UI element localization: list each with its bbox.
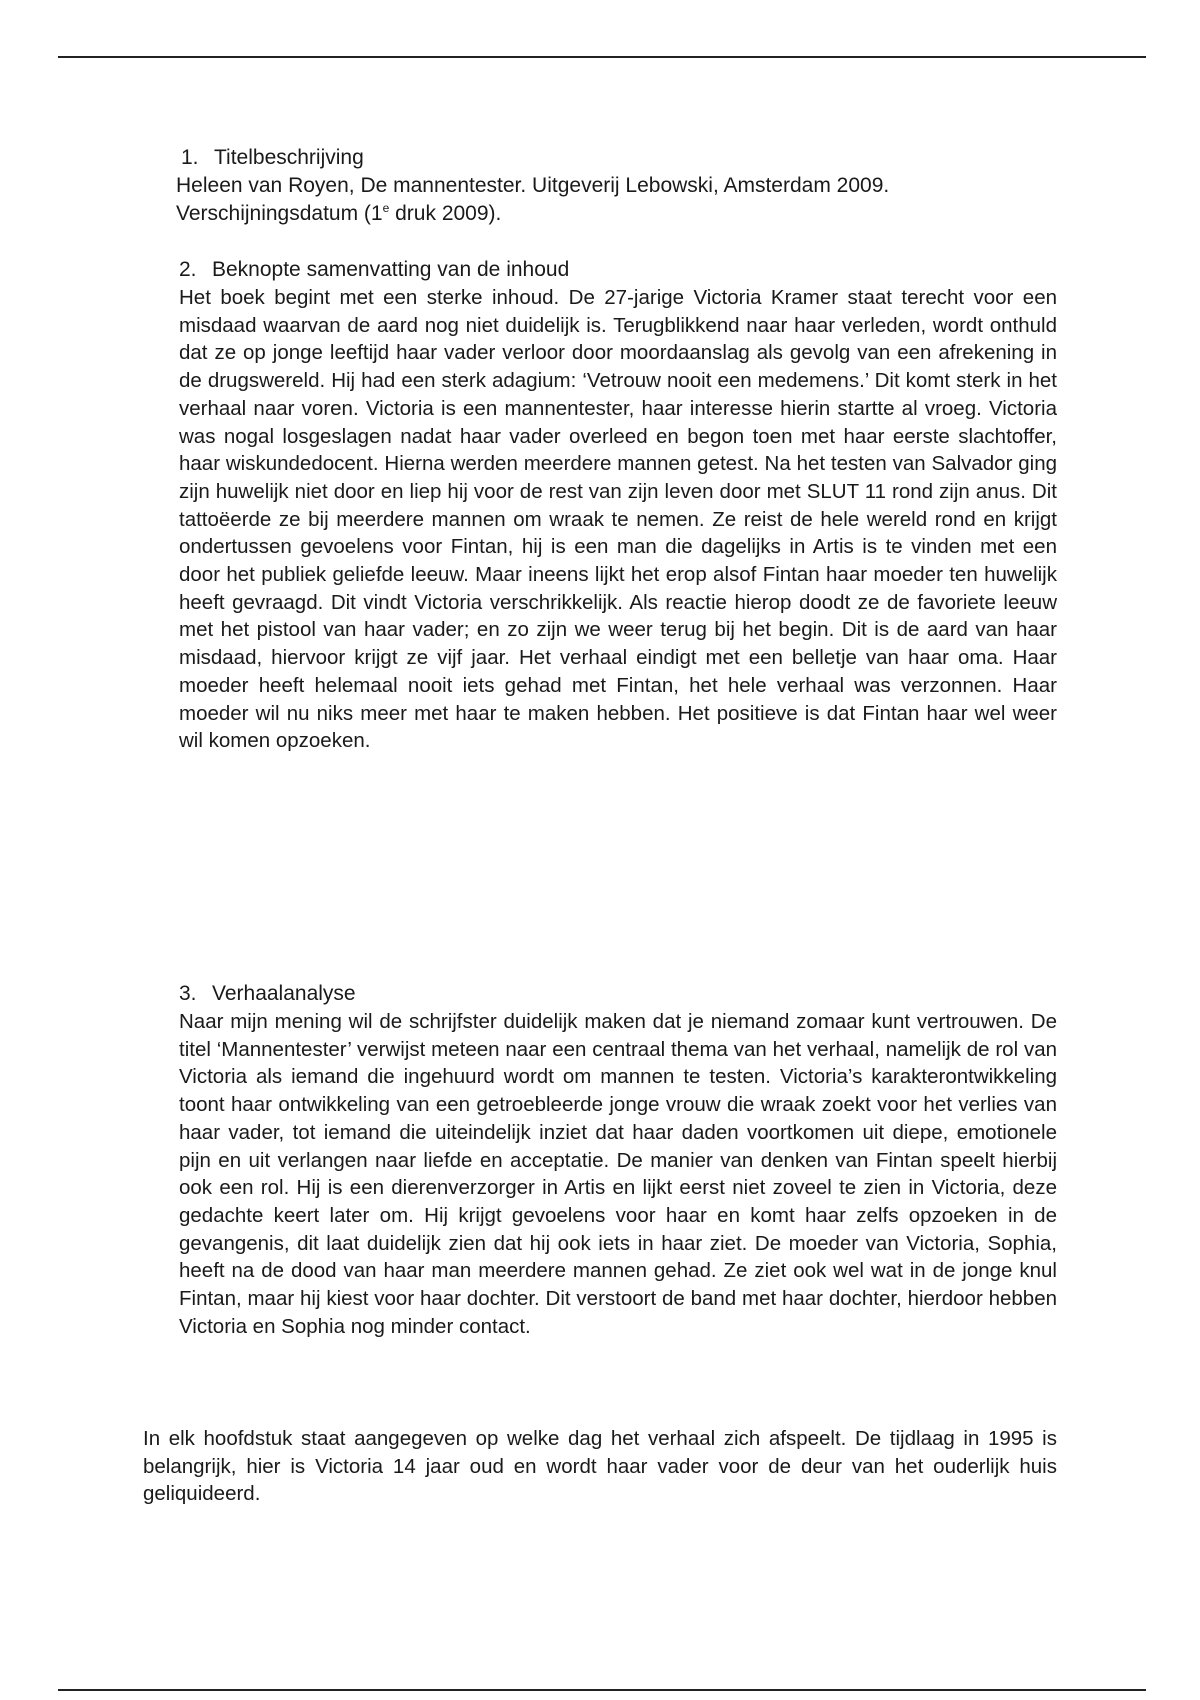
section-heading bbox=[179, 256, 1057, 284]
section-summary bbox=[179, 256, 1057, 755]
section-number: 1. bbox=[181, 146, 199, 169]
section-story-analysis bbox=[179, 980, 1057, 1340]
top-rule bbox=[58, 56, 1146, 58]
section-heading-text: Beknopte samenvatting van de inhoud bbox=[212, 258, 570, 281]
analysis-paragraph: Naar mijn mening wil de schrijfster duidelijk maken dat je niemand zomaar kunt vertrouwen. De titel ‘Mannentester’ verwijst meteen naar een centraal thema van het verhaal, namelijk de rol van Victoria als iemand die ingehuurd wordt om mannen te testen. Victoria’s karakterontwikkeling toont haar ontwikkeling van een getroebleerde jonge vrouw die wraak zoekt voor het verlies van haar vader, tot iemand die uiteindelijk inziet dat haar daden voortkomen uit diepe, emotionele pijn en uit verlangen naar liefde en acceptatie. De manier van denken van Fintan speelt hierbij ook een rol. Hij is een dierenverzorger in Artis en lijkt eerst niet zoveel te zien in Victoria, deze gedachte keert later om. Hij krijgt gevoelens voor haar en komt haar zelfs opzoeken in de gevangenis, dit laat duidelijk zien dat hij ook iets in haar ziet. De moeder van Victoria, Sophia, heeft na de dood van haar man meerdere mannen gehad. Ze ziet ook wel wat in de jonge knul Fintan, maar hij kiest voor haar dochter. Dit verstoort de band met haar dochter, hierdoor hebben Victoria en Sophia nog minder contact. bbox=[179, 1010, 1057, 1338]
section-heading bbox=[181, 144, 1054, 172]
publication-date-text-end: druk 2009). bbox=[389, 202, 502, 225]
edition-superscript: e bbox=[382, 201, 390, 215]
bibliographic-line: Heleen van Royen, De mannentester. Uitgeverij Lebowski, Amsterdam 2009. bbox=[176, 174, 890, 197]
section-title-description bbox=[176, 144, 1054, 228]
section-number: 3. bbox=[179, 982, 197, 1005]
summary-paragraph: Het boek begint met een sterke inhoud. De 27-jarige Victoria Kramer staat terecht voor een misdaad waarvan de aard nog niet duidelijk is. Terugblikkend naar haar verleden, wordt onthuld dat ze op jonge leeftijd haar vader verloor door moordaanslag als gevolg van een afrekening in de drugswereld. Hij had een sterk adagium: ‘Vetrouw nooit een medemens.’ Dit komt sterk in het verhaal naar voren. Victoria is een mannentester, haar interesse hierin startte al vroeg. Victoria was nogal losgeslagen nadat haar vader overleed en begon toen met haar eerste slachtoffer, haar wiskundedocent. Hierna werden meerdere mannen getest. Na het testen van Salvador ging zijn huwelijk niet door en liep hij voor de rest van zijn leven door met SLUT 11 rond zijn anus. Dit tattoëerde ze bij meerdere mannen om wraak te nemen. Ze reist de hele wereld rond en krijgt ondertussen gevoelens voor Fintan, hij is een man die dagelijks in Artis is te vinden met een door het publiek geliefde leeuw. Maar ineens lijkt het erop alsof Fintan haar moeder ten huwelijk heeft gevraagd. Dit vindt Victoria verschrikkelijk. Als reactie hierop doodt ze de favoriete leeuw met het pistool van haar vader; en zo zijn we weer terug bij het begin. Dit is de aard van haar misdaad, hiervoor krijgt ze vijf jaar. Het verhaal eindigt met een belletje van haar oma. Haar moeder heeft helemaal nooit iets gehad met Fintan, het hele verhaal was verzonnen. Haar moeder wil nu niks meer met haar te maken hebben. Het positieve is dat Fintan haar wel weer wil komen opzoeken. bbox=[179, 286, 1057, 753]
section-heading-text: Verhaalanalyse bbox=[212, 982, 356, 1005]
section-heading bbox=[179, 980, 1057, 1008]
bottom-rule bbox=[58, 1689, 1146, 1691]
publication-date-line bbox=[176, 200, 1054, 228]
closing-paragraph: In elk hoofdstuk staat aangegeven op welke dag het verhaal zich afspeelt. De tijdlaag in 1995 is belangrijk, hier is Victoria 14 jaar oud en wordt haar vader voor de deur van het ouderlijk huis geliquideerd. bbox=[143, 1427, 1057, 1506]
section-heading-text: Titelbeschrijving bbox=[214, 146, 364, 169]
publication-date-text: Verschijningsdatum (1 bbox=[176, 202, 383, 225]
closing-paragraph-block bbox=[143, 1425, 1057, 1508]
section-number: 2. bbox=[179, 258, 197, 281]
